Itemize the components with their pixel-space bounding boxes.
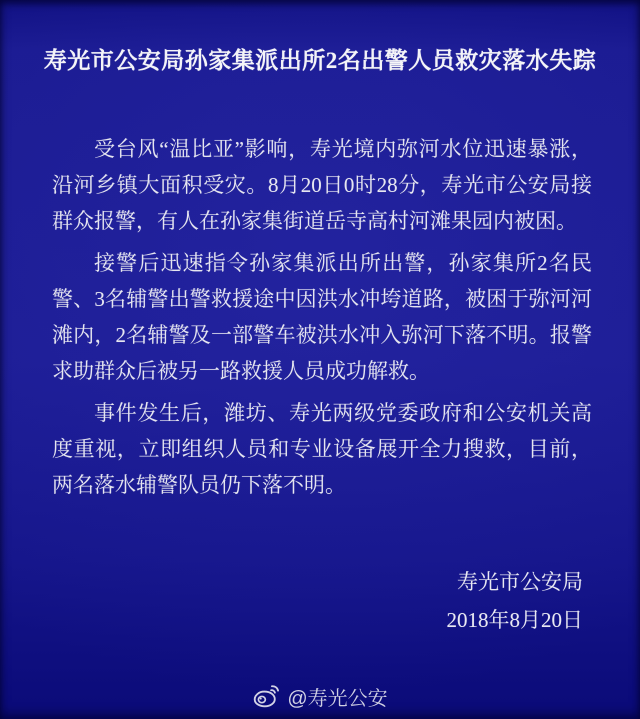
footer-watermark xyxy=(0,682,640,711)
signature-block xyxy=(447,563,584,639)
weibo-icon xyxy=(252,683,279,710)
notice-paragraph-3: 事件发生后，潍坊、寿光两级党委政府和公安机关高度重视，立即组织人员和专业设备展开全力搜救，目前，两名落水辅警队员仍下落不明。 xyxy=(52,401,592,497)
signature-date: 2018年8月20日 xyxy=(446,608,583,632)
notice-body xyxy=(52,131,592,509)
notice-paragraph-2: 接警后迅速指令孙家集派出所出警，孙家集所2名民警、3名辅警出警救援途中因洪水冲垮道路，被困于弥河河滩内，2名辅警及一部警车被洪水冲入弥河下落不明。报警求助群众后被另一路救援人员成功解救。 xyxy=(52,251,592,383)
notice-paragraph-1: 受台风“温比亚”影响，寿光境内弥河水位迅速暴涨，沿河乡镇大面积受灾。8月20日0时28分，寿光市公安局接群众报警，有人在孙家集街道岳寺高村河滩果园内被困。 xyxy=(52,137,592,233)
notice-title: 寿光市公安局孙家集派出所2名出警人员救灾落水失踪 xyxy=(43,48,597,73)
signature-issuer: 寿光市公安局 xyxy=(457,570,583,594)
weibo-account: @寿光公安 xyxy=(287,688,388,710)
